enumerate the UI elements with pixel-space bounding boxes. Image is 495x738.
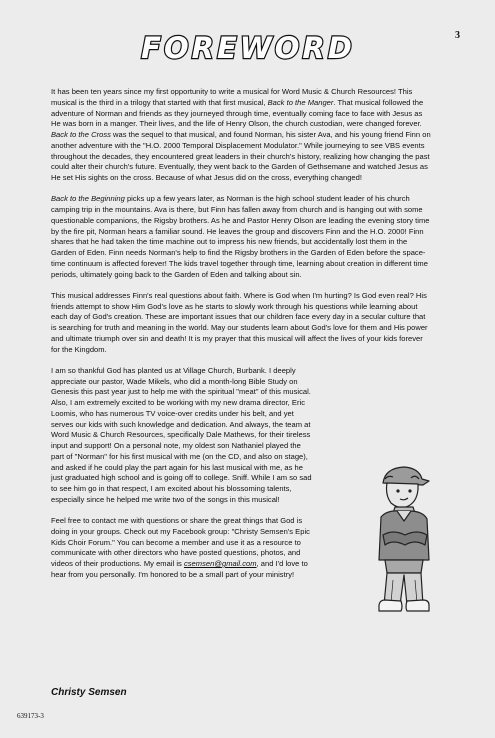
paragraph-themes: This musical addresses Finn's real questions about faith. Where is God when I'm hurting? Is God even real? His friends attempt to show Him God's love as he starts to slowly work through his questions while learning about each day of God's creation. These are important issues that our children face every day in a secular culture that is searching for truth and meaning in the world. May our students learn about God's love for them and His power and ultimate triumph over sin and death! It is my prayer that this musical will affect the lives of your kids forever for the Kingdom.: [51, 290, 428, 354]
paragraph-contact: Feel free to contact me with questions or share the great things that God is doing in your groups. Check out my Facebook group: "Christy Semsen's Epic Kids Choir Forum." You can become a member and use it as a resource to communicate with other directors who have posted questions, photos, and videos of their productions. My email is csemsen@gmail.com, and I'd love to hear from you personally. I'm honored to be a small part of your ministry!: [51, 516, 310, 579]
teen-boy-illustration: [371, 465, 437, 615]
author-signature: Christy Semsen: [51, 687, 127, 698]
heading-text: FOREWORD: [140, 31, 355, 64]
paragraph-intro: It has been ten years since my first opportunity to write a musical for Word Music & Church Resources! This musical is the third in a trilogy that started with that first musical, Back to the Manger. That musical followed the adventure of Norman and friends as they journeyed through time, eventually coming face to face with Jesus as He was born in a manger. Their lives, and the life of Henry Olson, the church custodian, were changed forever. Back to the Cross was the sequel to that musical, and found Norman, his sister Ava, and his young friend Finn on another adventure with the "H.O. 2000 Temporal Displacement Modulator." While journeying to see VBS events throughout the decades, they encountered great leaders in their church's history, realizing how changing the past could alter their church's future. Eventually, they went back to the Garden of Gethsemane and watched Jesus as He set His sights on the cross. Because of what Jesus did on the cross, everything changed!: [51, 87, 431, 182]
paragraph-thanks: I am so thankful God has planted us at Village Church, Burbank. I deeply appreciate our pastor, Wade Mikels, who did a month-long Bible Study on Genesis this past year just to help me with the spiritual "meat" of this musical. Also, I am extremely excited to be working with my new drama director, Eric Loomis, who has numerous TV voice-over credits under his belt, and yet serves our kids with such knowledge and dedication. And always, the team at Word Music & Church Resources, specifically Dale Mathews, for their tireless input and support! On a personal note, my oldest son Nathaniel played the part of "Norman" for his first musical with me (on the CD, and also on stage), and asked if he could play the part again for his last musical with me, as he just graduated high school and is going off to college. Sniff. While I am so sad to see him go in that respect, I am excited about his blossoming talents, especially since he helped me write two of the songs in this musical!: [51, 365, 312, 504]
catalog-code: 639173-3: [17, 712, 44, 720]
foreword-heading: [0, 30, 495, 70]
page-number: 3: [455, 30, 460, 41]
email-link[interactable]: csemsen@gmail.com: [183, 559, 257, 568]
paragraph-plot: Back to the Beginning picks up a few years later, as Norman is the high school student leader of his church camping trip in the mountains. Ava is there, but Finn has fallen away from church and is hanging out with some questionable companions, the Rigsby brothers. As he and Pastor Henry Olson are leading the evening story time by the fire pit, Norman hears a familiar sound. He leaves the group and discovers Finn and the H.O. 2000! Finn shares that he had taken the time machine out to impress his new friends, but accidentally lost them in the Garden of Eden. Finn needs Norman's help to find the Rigsby brothers in the Garden of Eden before the space-time continuum is affected forever! The kids travel together through time, learning about creation in different time periods, ultimately going back to the Garden of Eden and talking about sin.: [51, 194, 430, 279]
